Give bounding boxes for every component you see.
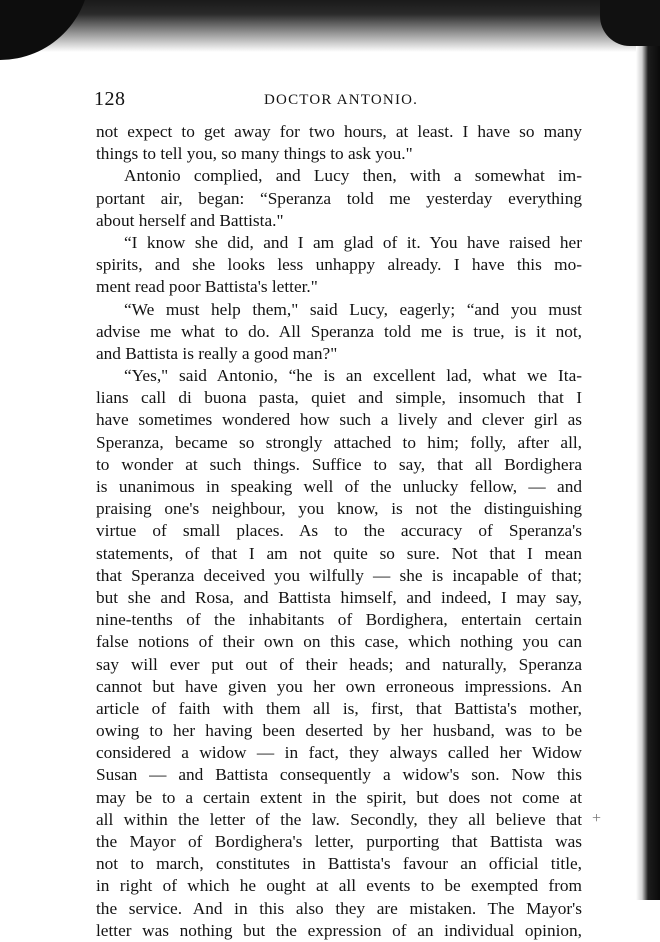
page-number: 128: [94, 88, 126, 110]
text-line: portant air, began: “Speranza told me yesterday everything: [96, 188, 582, 208]
text-line: advise me what to do. All Speranza told me is true, is it not,: [96, 321, 582, 341]
text-line: virtue of small places. As to the accuracy of Speranza's: [96, 521, 582, 541]
text-line: not expect to get away for two hours, at least. I have so many: [96, 122, 582, 141]
text-line: that Speranza deceived you wilfully — she is incapable of that;: [96, 565, 582, 585]
text-line: say will ever put out of their heads; and naturally, Speranza: [96, 654, 582, 674]
text-line: nine-tenths of the inhabitants of Bordighera, entertain certain: [96, 610, 582, 630]
text-line: letter was nothing but the expression of an individual opinion,: [96, 920, 582, 940]
text-line: owing to her having been deserted by her husband, was to be: [96, 721, 582, 741]
text-line: about herself and Battista.": [96, 210, 284, 230]
text-line: statements, of that I am not quite so sure. Not that I mean: [96, 543, 582, 563]
text-line: things to tell you, so many things to ask you.": [96, 144, 413, 164]
text-line: spirits, and she looks less unhappy already. I have this mo-: [96, 255, 582, 275]
page-header: [94, 88, 582, 114]
text-line: is unanimous in speaking well of the unlucky fellow, — and: [96, 477, 582, 496]
margin-mark: +: [592, 810, 602, 827]
scan-dark-edge-right: [636, 0, 660, 900]
running-head: DOCTOR ANTONIO.: [264, 92, 419, 108]
text-line: “We must help them," said Lucy, eagerly; “and you must: [124, 299, 582, 319]
text-line: Susan — and Battista consequently a widow's son. Now this: [96, 765, 582, 785]
text-line: “I know she did, and I am glad of it. You have raised her: [124, 232, 582, 252]
text-line: “Yes," said Antonio, “he is an excellent lad, what we Ita-: [124, 366, 582, 386]
text-line: Speranza, became so strongly attached to him; folly, after all,: [96, 432, 582, 452]
text-line: ment read poor Battista's letter.": [96, 277, 318, 297]
text-line: but she and Rosa, and Battista himself, and indeed, I may say,: [96, 587, 582, 607]
text-line: the service. And in this also they are mistaken. The Mayor's: [96, 898, 582, 918]
text-line: and Battista is really a good man?": [96, 343, 338, 363]
text-line: in right of which he ought at all events to be exempted from: [96, 876, 582, 896]
text-line: the Mayor of Bordighera's letter, purporting that Battista was: [96, 832, 582, 851]
text-line: Antonio complied, and Lucy then, with a somewhat im-: [124, 166, 582, 186]
text-line: to wonder at such things. Suffice to say, that all Bordighera: [96, 454, 582, 474]
text-line: cannot but have given you her own erroneous impressions. An: [96, 676, 582, 696]
scan-shadow-top: [0, 0, 660, 60]
text-line: considered a widow — in fact, they always called her Widow: [96, 743, 582, 763]
text-line: praising one's neighbour, you know, is not the distinguishing: [96, 499, 582, 519]
text-line: not to march, constitutes in Battista's favour an official title,: [96, 854, 582, 874]
text-line: all within the letter of the law. Secondly, they all believe that: [96, 809, 582, 829]
text-line: lians call di buona pasta, quiet and simple, insomuch that I: [96, 388, 582, 408]
text-line: false notions of their own on this case, which nothing you can: [96, 632, 582, 652]
text-line: may be to a certain extent in the spirit, but does not come at: [96, 787, 582, 807]
text-line: have sometimes wondered how such a lively and clever girl as: [96, 410, 582, 430]
text-line: article of faith with them all is, first, that Battista's mother,: [96, 698, 582, 718]
body-text: [96, 121, 582, 942]
